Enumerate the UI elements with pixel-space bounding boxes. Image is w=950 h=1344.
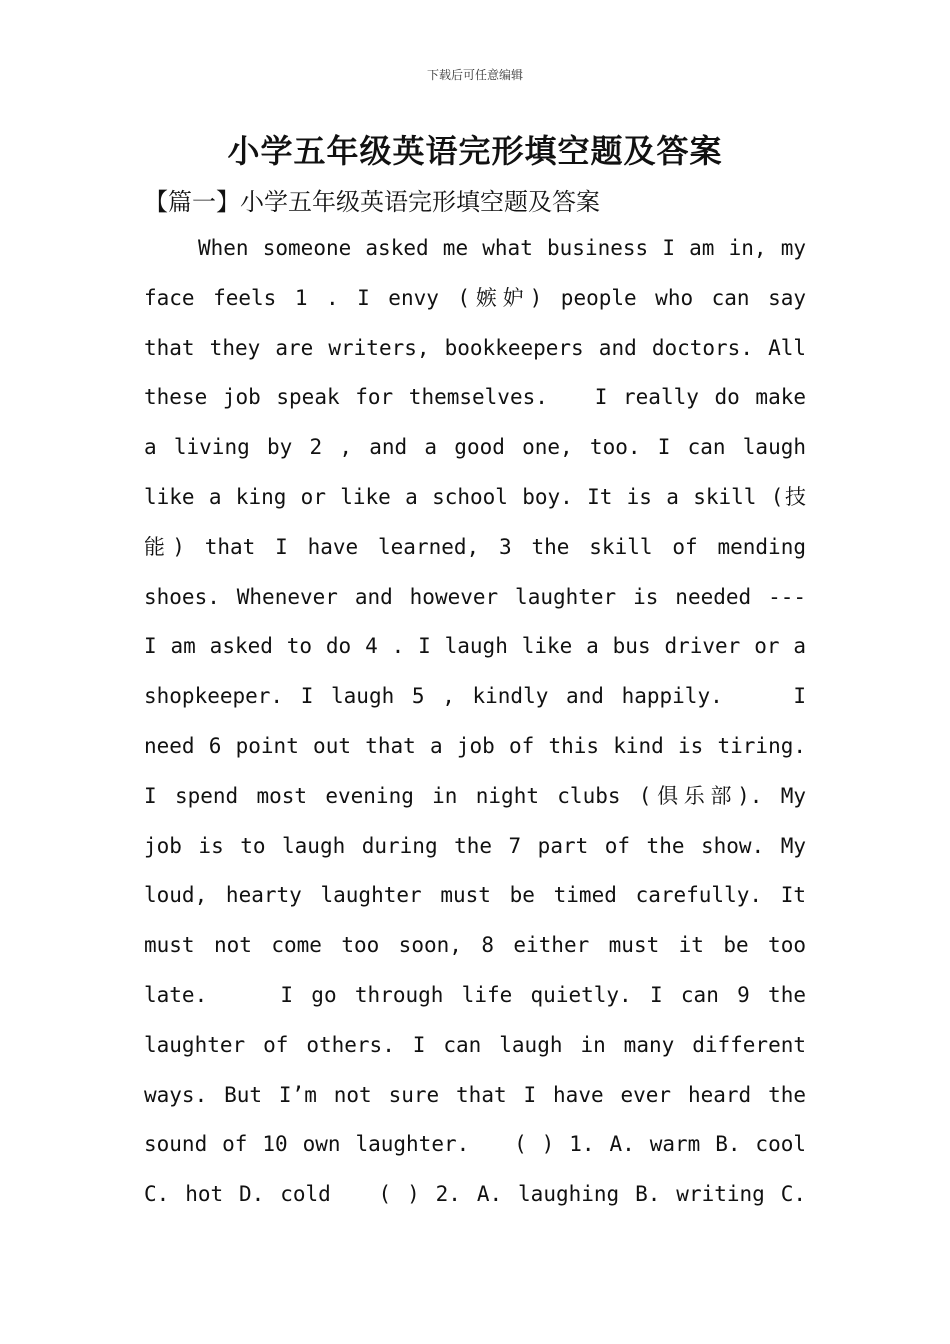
header-note: 下载后可任意编辑 [426, 68, 523, 82]
passage-line: need 6 point out that a job of this kind is tiring. [144, 733, 806, 758]
passage-line: I am asked to do 4 . I laugh like a bus driver or a [144, 634, 806, 659]
passage-line: 能) that I have learned, 3 the skill of mending [144, 534, 806, 559]
passage-line: like a king or like a school boy. It is a skill (技 [144, 484, 806, 509]
passage-line: must not come too soon, 8 either must it be too [144, 933, 806, 958]
passage-line: that they are writers, bookkeepers and doctors. All [144, 335, 806, 360]
passage-line: face feels 1 . I envy (嫉妒) people who can say [144, 285, 806, 310]
passage-body [144, 224, 806, 1220]
passage-line: ways. But I’m not sure that I have ever heard the [144, 1082, 806, 1107]
document-title: 小学五年级英语完形填空题及答案 [227, 132, 723, 170]
passage-line: these job speak for themselves. I really do make [144, 385, 806, 410]
section-heading: 【篇一】小学五年级英语完形填空题及答案 [144, 188, 600, 216]
passage-line: laughter of others. I can laugh in many different [144, 1032, 806, 1057]
passage-line: C. hot D. cold ( ) 2. A. laughing B. writing C. [144, 1182, 806, 1207]
passage-line: shopkeeper. I laugh 5 , kindly and happily. I [144, 684, 806, 709]
passage-line: loud, hearty laughter must be timed carefully. It [144, 883, 806, 908]
passage-line: shoes. Whenever and however laughter is needed --- [144, 584, 806, 609]
passage-line: a living by 2 , and a good one, too. I can laugh [144, 435, 806, 460]
passage-line: When someone asked me what business I am in, my [198, 236, 806, 260]
passage-line: late. I go through life quietly. I can 9 the [144, 982, 806, 1007]
passage-line: sound of 10 own laughter. ( ) 1. A. warm B. cool [144, 1132, 806, 1157]
passage-line: job is to laugh during the 7 part of the show. My [144, 833, 806, 858]
passage-line: I spend most evening in night clubs (俱乐部). My [144, 783, 806, 808]
